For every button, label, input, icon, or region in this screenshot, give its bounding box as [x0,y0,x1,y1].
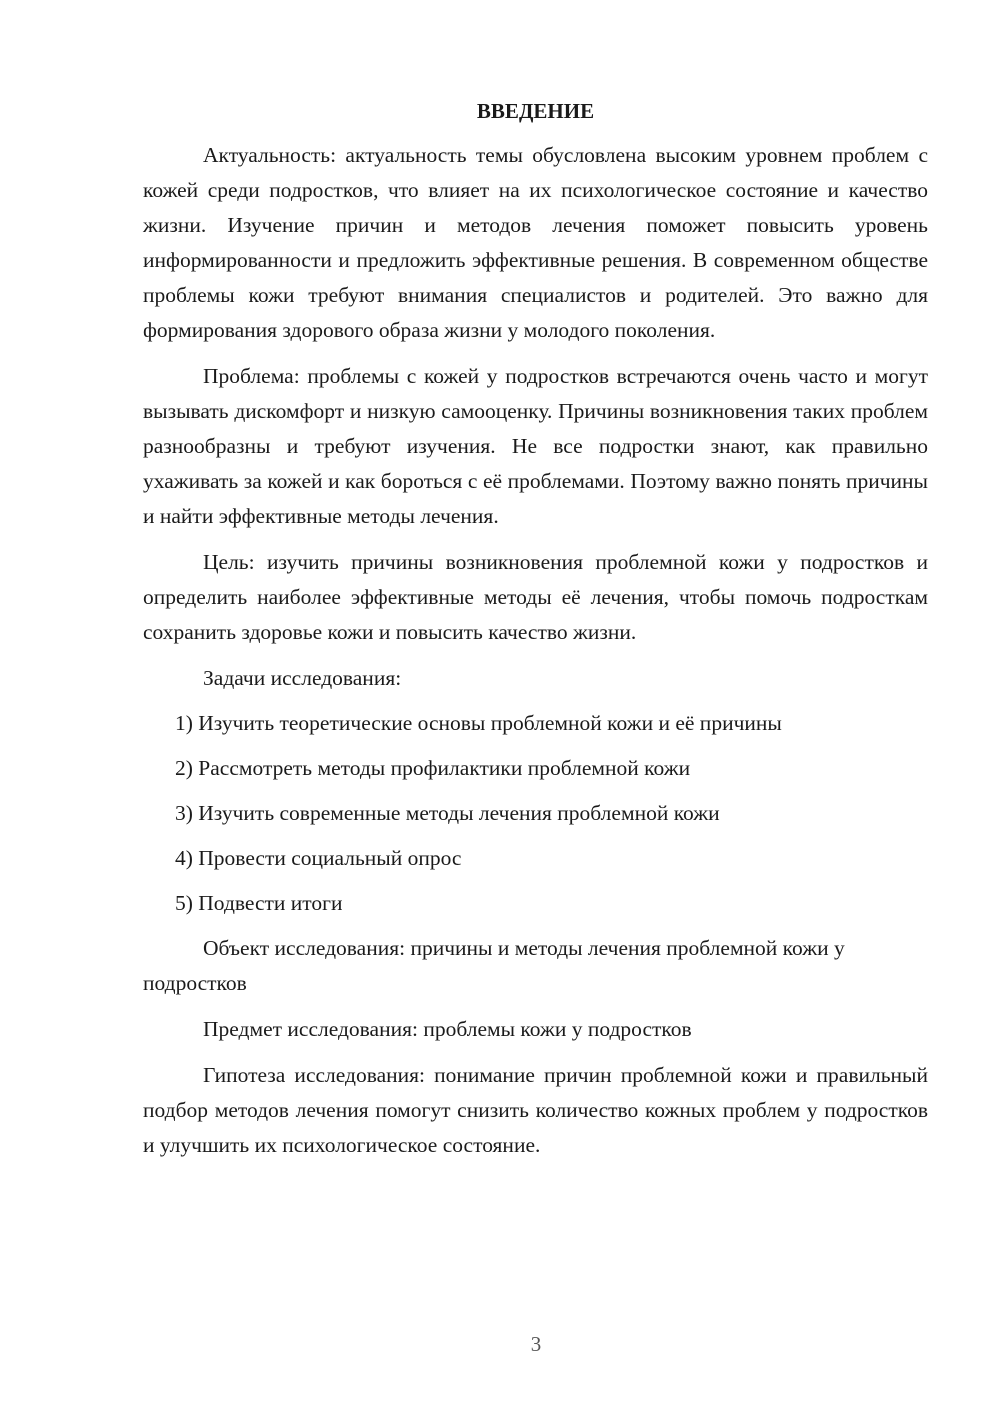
paragraph-relevance: Актуальность: актуальность темы обусловлена высоким уровнем проблем с кожей среди подростков, что влияет на их психологическое состояние и качество жизни. Изучение причин и методов лечения поможет повысить уровень информированности и предложить эффективные решения. В современном обществе проблемы кожи требуют внимания специалистов и родителей. Это важно для формирования здорового образа жизни у молодого поколения. [143,143,928,342]
paragraph-subject: Предмет исследования: проблемы кожи у подростков [203,1017,692,1041]
task-item: 5) Подвести итоги [175,891,343,915]
paragraph-hypothesis: Гипотеза исследования: понимание причин проблемной кожи и правильный подбор методов лечения помогут снизить количество кожных проблем у подростков и улучшить их психологическое состояние. [143,1063,928,1157]
page-number: 3 [530,1332,542,1356]
page-title: ВВЕДЕНИЕ [476,99,595,123]
paragraph-object: Объект исследования: причины и методы лечения проблемной кожи у подростков [143,936,845,995]
task-item: 4) Провести социальный опрос [175,846,462,870]
task-item: 1) Изучить теоретические основы проблемной кожи и её причины [175,711,782,735]
task-list [143,706,928,921]
task-item: 2) Рассмотреть методы профилактики проблемной кожи [175,756,691,780]
task-item: 3) Изучить современные методы лечения проблемной кожи [175,801,720,825]
paragraph-problem: Проблема: проблемы с кожей у подростков встречаются очень часто и могут вызывать дискомфорт и низкую самооценку. Причины возникновения таких проблем разнообразны и требуют изучения. Не все подростки знают, как правильно ухаживать за кожей и как бороться с её проблемами. Поэтому важно понять причины и найти эффективные методы лечения. [143,364,928,528]
document-page [143,96,928,1174]
paragraph-goal: Цель: изучить причины возникновения проблемной кожи у подростков и определить наиболее эффективные методы её лечения, чтобы помочь подросткам сохранить здоровье кожи и повысить качество жизни. [143,550,928,644]
tasks-heading: Задачи исследования: [203,666,402,690]
